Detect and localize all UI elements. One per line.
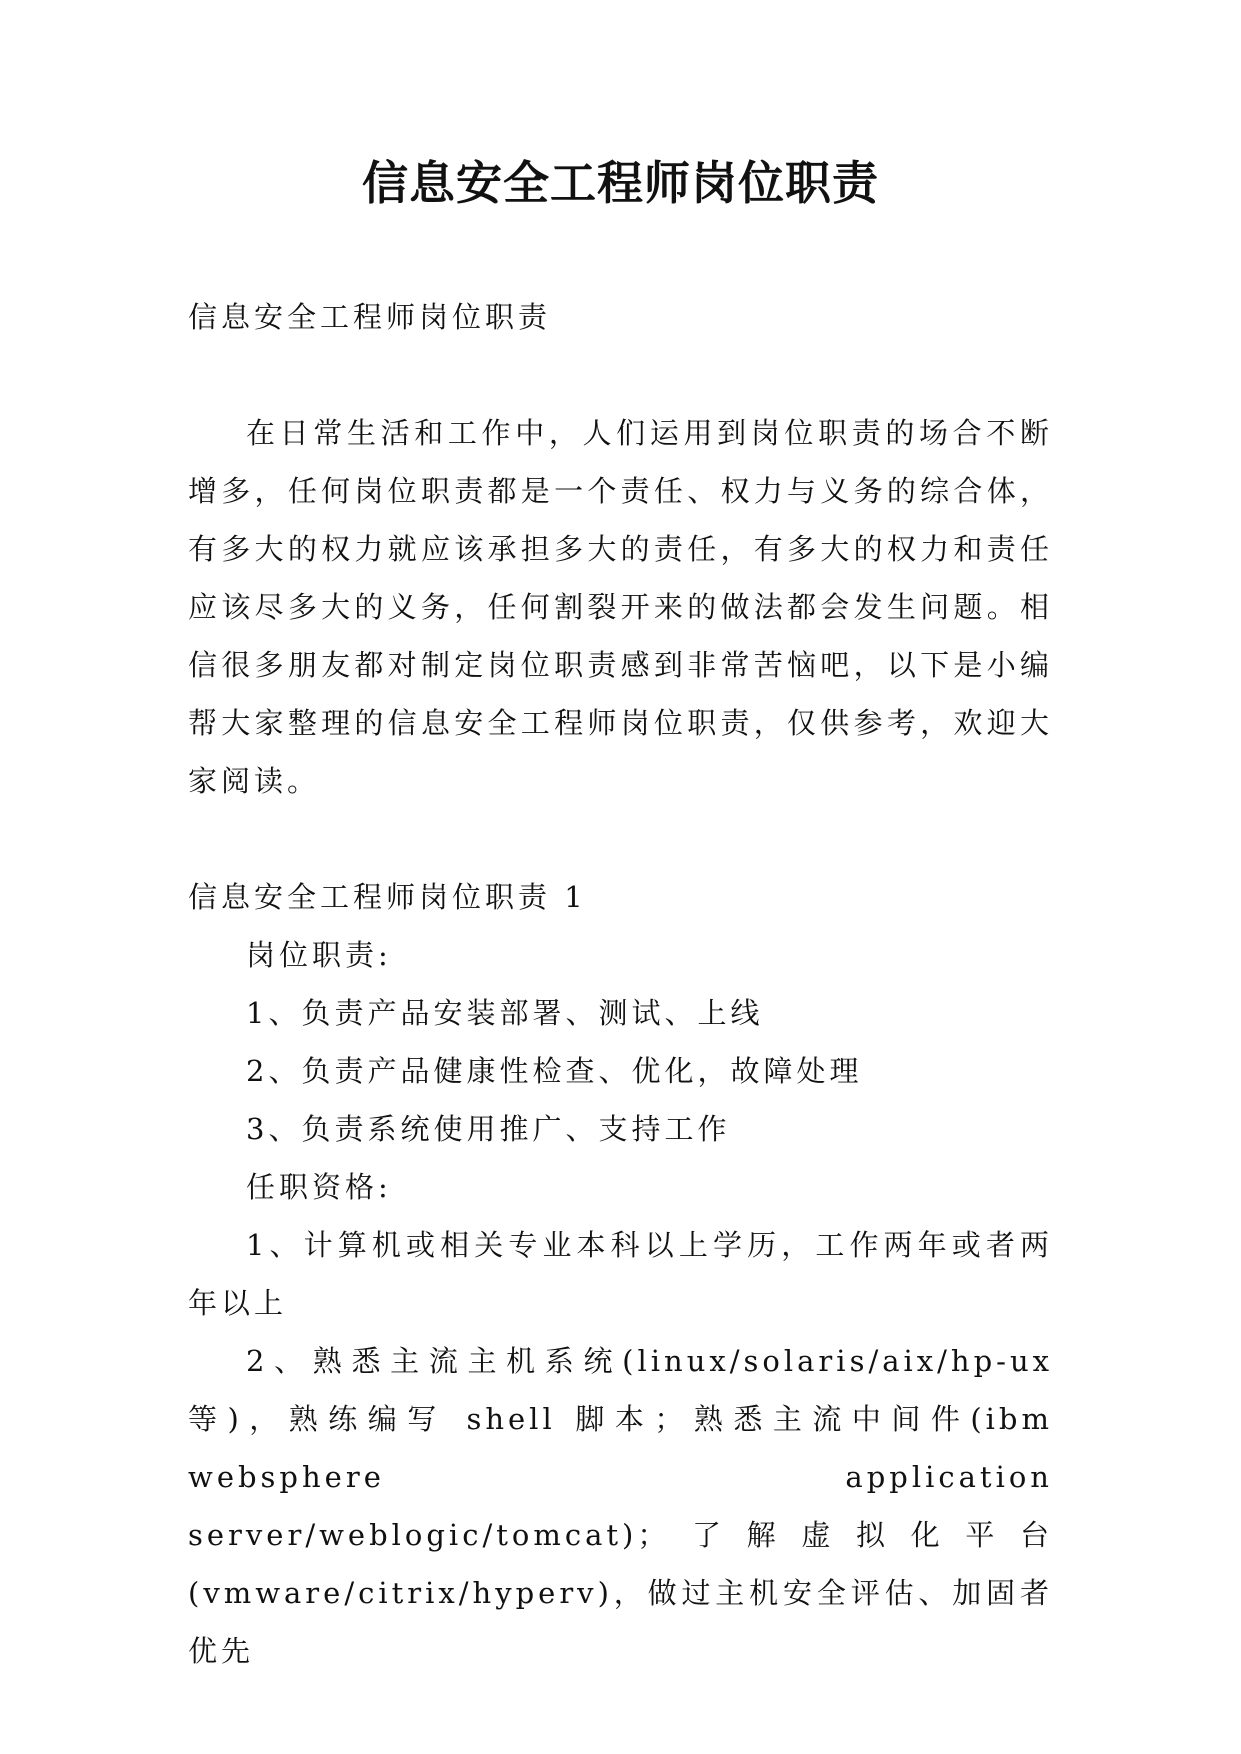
document-body	[188, 288, 1053, 1680]
duty-item: 3、负责系统使用推广、支持工作	[246, 1112, 731, 1146]
spacer	[188, 810, 1053, 868]
duty-item: 2、负责产品健康性检查、优化，故障处理	[246, 1054, 863, 1088]
intro-paragraph: 在日常生活和工作中，人们运用到岗位职责的场合不断增多，任何岗位职责都是一个责任、权力与义务的综合体，有多大的权力就应该承担多大的责任，有多大的权力和责任应该尽多大的义务，任何割裂开来的做法都会发生问题。相信很多朋友都对制定岗位职责感到非常苦恼吧，以下是小编帮大家整理的信息安全工程师岗位职责，仅供参考，欢迎大家阅读。	[188, 416, 1053, 798]
duties-heading: 岗位职责:	[246, 938, 392, 972]
section-heading: 信息安全工程师岗位职责 1	[188, 880, 587, 914]
requirements-heading: 任职资格:	[246, 1170, 392, 1204]
requirement-item: 2、熟悉主流主机系统(linux/solaris/aix/hp-ux 等)，熟练编写 shell 脚本；熟悉主流中间件(ibm websphere application server/weblogic/tomcat)；了解虚拟化平台(vmware/citrix/hyperv)，做过主机安全评估、加固者优先	[188, 1344, 1053, 1668]
duty-item: 1、负责产品安装部署、测试、上线	[246, 996, 764, 1030]
requirement-item: 1、计算机或相关专业本科以上学历，工作两年或者两年以上	[188, 1228, 1053, 1320]
document-title: 信息安全工程师岗位职责	[362, 156, 879, 210]
document-subtitle: 信息安全工程师岗位职责	[188, 300, 552, 334]
spacer	[188, 346, 1053, 404]
